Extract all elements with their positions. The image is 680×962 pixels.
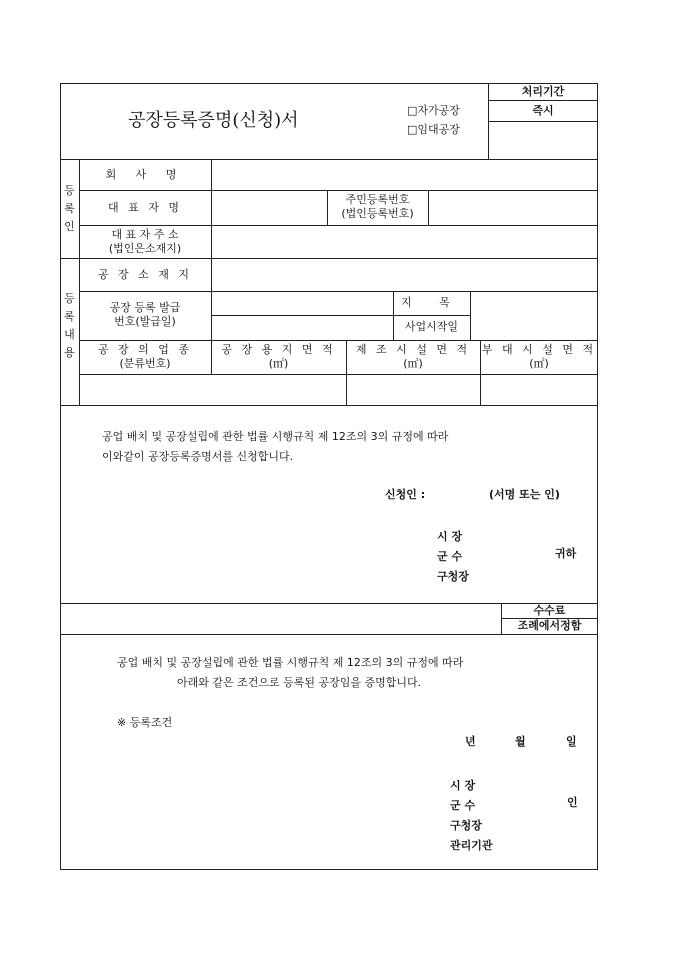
site-area-label: 공 장 용 지 면 적 (㎡) xyxy=(221,343,336,370)
manufacturing-area-field[interactable] xyxy=(347,375,479,405)
date-month: 월 xyxy=(515,735,526,748)
processing-line-1 xyxy=(488,100,598,101)
land-category-field[interactable] xyxy=(471,292,597,315)
addressee-label: 귀하 xyxy=(555,547,577,560)
registration-conditions-label: ※ 등록조건 xyxy=(117,716,173,729)
representative-field[interactable] xyxy=(212,191,326,225)
registration-number-label: 공장 등록 발급 번호(발급일) xyxy=(109,301,181,328)
certificate-statement-2: 아래와 같은 조건으로 등록된 공장임을 증명합니다. xyxy=(177,676,422,689)
application-statement-2: 이와같이 공장등록증명서를 신청합니다. xyxy=(102,450,294,463)
representative-address-label: 대 표 자 주 소 (법인은소재지) xyxy=(108,228,182,255)
leased-factory-checkbox[interactable]: □임대공장 xyxy=(407,123,460,136)
form-title: 공장등록증명(신청)서 xyxy=(128,110,299,131)
fee-bottom-line xyxy=(60,634,598,635)
representative-address-field[interactable] xyxy=(212,226,597,258)
certificate-statement-1: 공업 배치 및 공장설립에 관한 법률 시행규칙 제 12조의 3의 규정에 따라 xyxy=(117,656,464,669)
site-area-field[interactable] xyxy=(212,375,345,405)
auxiliary-area-label: 부 대 시 설 면 적 (㎡) xyxy=(481,343,597,370)
manufacturing-area-label: 제 조 시 설 면 적 (㎡) xyxy=(355,343,471,370)
resident-number-label: 주민등록번호 (법인등록번호) xyxy=(341,193,414,220)
company-name-label: 회 사 명 xyxy=(105,168,185,181)
auxiliary-area-field[interactable] xyxy=(481,375,597,405)
processing-period-label: 처리기간 xyxy=(521,85,565,98)
details-bottom-line xyxy=(60,405,598,406)
land-category-label: 지 목 xyxy=(401,296,462,309)
application-statement-1: 공업 배치 및 공장설립에 관한 법률 시행규칙 제 12조의 3의 규정에 따라 xyxy=(102,430,449,443)
factory-location-label: 공 장 소 재 지 xyxy=(97,268,193,281)
row-line-6 xyxy=(79,340,598,341)
seal-label: 인 xyxy=(567,796,578,809)
applicant-label: 신청인 : xyxy=(385,488,426,501)
factory-location-field[interactable] xyxy=(212,259,597,291)
date-year: 년 xyxy=(465,735,476,748)
processing-period-value: 즉시 xyxy=(532,104,554,117)
registrant-section-label: 등 록 인 xyxy=(64,184,75,233)
certificate-authority: 시 장 군 수 구청장 관리기관 xyxy=(450,779,493,852)
industry-label: 공 장 의 업 종 (분류번호) xyxy=(97,343,193,370)
signature-label: (서명 또는 인) xyxy=(489,488,560,501)
date-day: 일 xyxy=(566,735,577,748)
resident-number-field[interactable] xyxy=(429,191,597,225)
business-start-field[interactable] xyxy=(471,316,597,340)
business-start-label: 사업시작일 xyxy=(404,320,459,333)
company-name-field[interactable] xyxy=(212,160,597,190)
processing-line-2 xyxy=(488,121,598,122)
details-section-label: 등 록 내 용 xyxy=(64,292,75,359)
own-factory-checkbox[interactable]: □자가공장 xyxy=(407,104,460,117)
industry-field[interactable] xyxy=(80,375,210,405)
application-authority: 시 장 군 수 구청장 xyxy=(437,530,469,583)
registration-number-field[interactable] xyxy=(212,292,392,340)
fee-value: 조례에서정함 xyxy=(517,619,582,632)
fee-label: 수수료 xyxy=(533,604,566,617)
representative-label: 대 표 자 명 xyxy=(108,201,182,214)
